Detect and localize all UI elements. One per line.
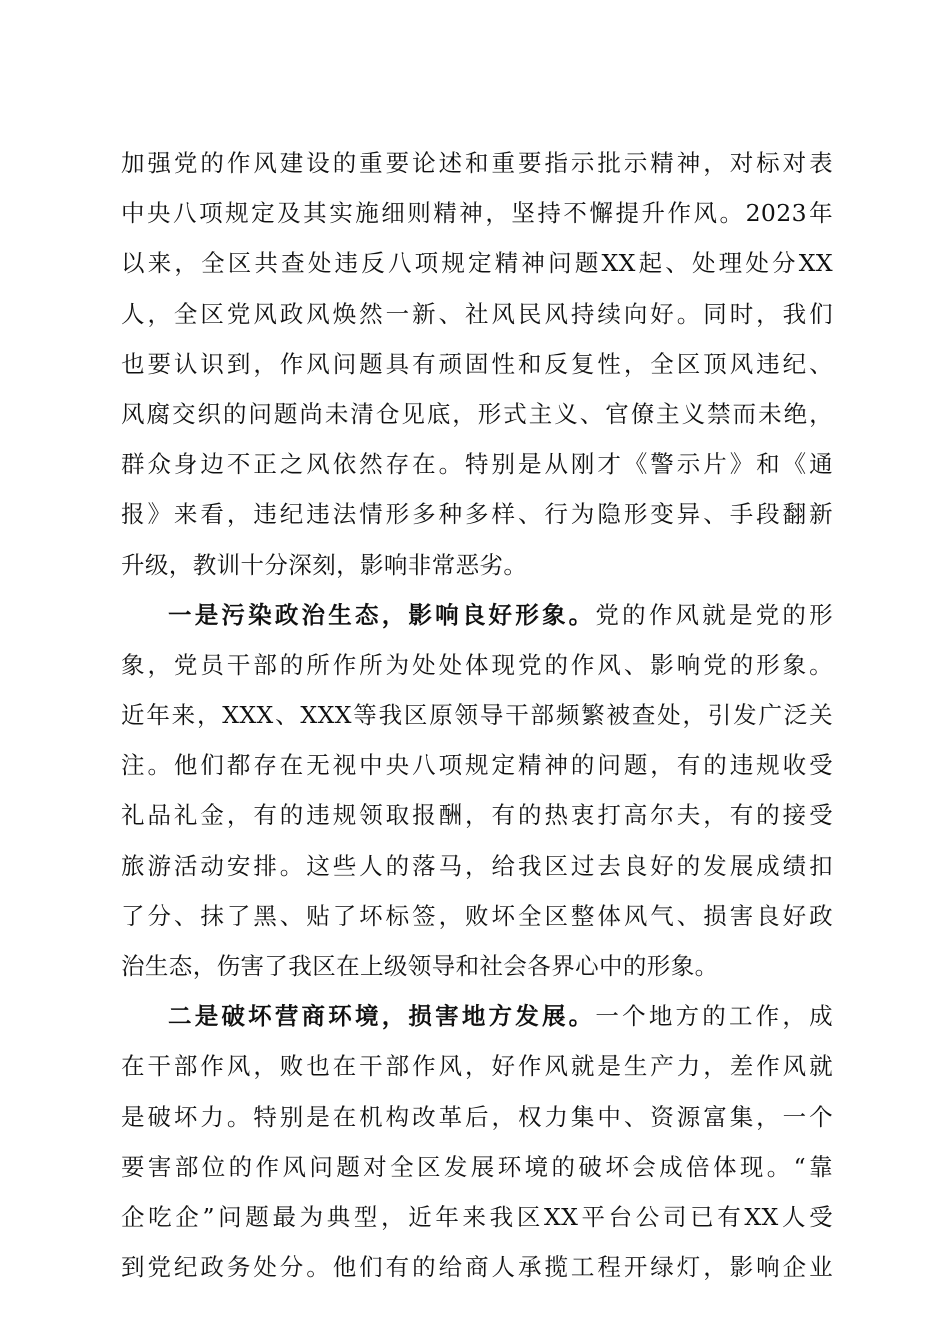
paragraph-political-ecology (121, 590, 833, 992)
paragraph-heading: 二是破坏营商环境，损害地方发展。 (168, 1002, 596, 1031)
paragraph-text: 一个地方的工作，成 (595, 1002, 833, 1031)
text-line: 也要认识到，作风问题具有顽固性和反复性，全区顶风违纪、 (121, 349, 833, 378)
paragraph-text: 党的作风就是党的形 (595, 600, 833, 629)
text-line: 象，党员干部的所作所为处处体现党的作风、影响党的形象。 (121, 650, 833, 679)
paragraph-heading: 一是污染政治生态，影响良好形象。 (168, 600, 596, 629)
text-line: 报》来看，违纪违法情形多种多样、行为隐形变异、手段翻新 (121, 500, 833, 529)
text-line-first (121, 991, 833, 1041)
text-line: 是破坏力。特别是在机构改革后，权力集中、资源富集，一个 (121, 1102, 833, 1131)
text-line: 要害部位的作风问题对全区发展环境的破坏会成倍体现。“靠 (121, 1152, 833, 1181)
text-line: 旅游活动安排。这些人的落马，给我区过去良好的发展成绩扣 (121, 851, 833, 880)
text-line: 了分、抹了黑、贴了坏标签，败坏全区整体风气、损害良好政 (121, 901, 833, 930)
text-line-first (121, 590, 833, 640)
text-line: 加强党的作风建设的重要论述和重要指示批示精神，对标对表 (121, 149, 833, 177)
text-line: 群众身边不正之风依然存在。特别是从刚才《警示片》和《通 (121, 450, 833, 479)
paragraph-intro (121, 138, 833, 590)
text-line: 到党纪政务处分。他们有的给商人承揽工程开绿灯，影响企业 (121, 1253, 833, 1282)
text-line: 中央八项规定及其实施细则精神，坚持不懈提升作风。2023年 (121, 199, 833, 228)
text-line: 风腐交织的问题尚未清仓见底，形式主义、官僚主义禁而未绝， (121, 399, 833, 428)
text-line: 人，全区党风政风焕然一新、社风民风持续向好。同时，我们 (121, 299, 833, 328)
text-line: 注。他们都存在无视中央八项规定精神的问题，有的违规收受 (121, 751, 833, 780)
text-line: 升级，教训十分深刻，影响非常恶劣。 (121, 550, 528, 579)
text-line: 礼品礼金，有的违规领取报酬，有的热衷打高尔夫，有的接受 (121, 801, 833, 830)
text-line: 治生态，伤害了我区在上级领导和社会各界心中的形象。 (121, 952, 719, 980)
text-line: 在干部作风，败也在干部作风，好作风就是生产力，差作风就 (121, 1052, 833, 1081)
document-body (121, 138, 833, 1292)
text-line: 以来，全区共查处违反八项规定精神问题XX起、处理处分XX (121, 249, 833, 278)
paragraph-business-environment (121, 991, 833, 1292)
text-line: 近年来，XXX、XXX等我区原领导干部频繁被查处，引发广泛关 (121, 701, 833, 730)
text-line: 企吃企”问题最为典型，近年来我区XX平台公司已有XX人受 (121, 1202, 833, 1231)
